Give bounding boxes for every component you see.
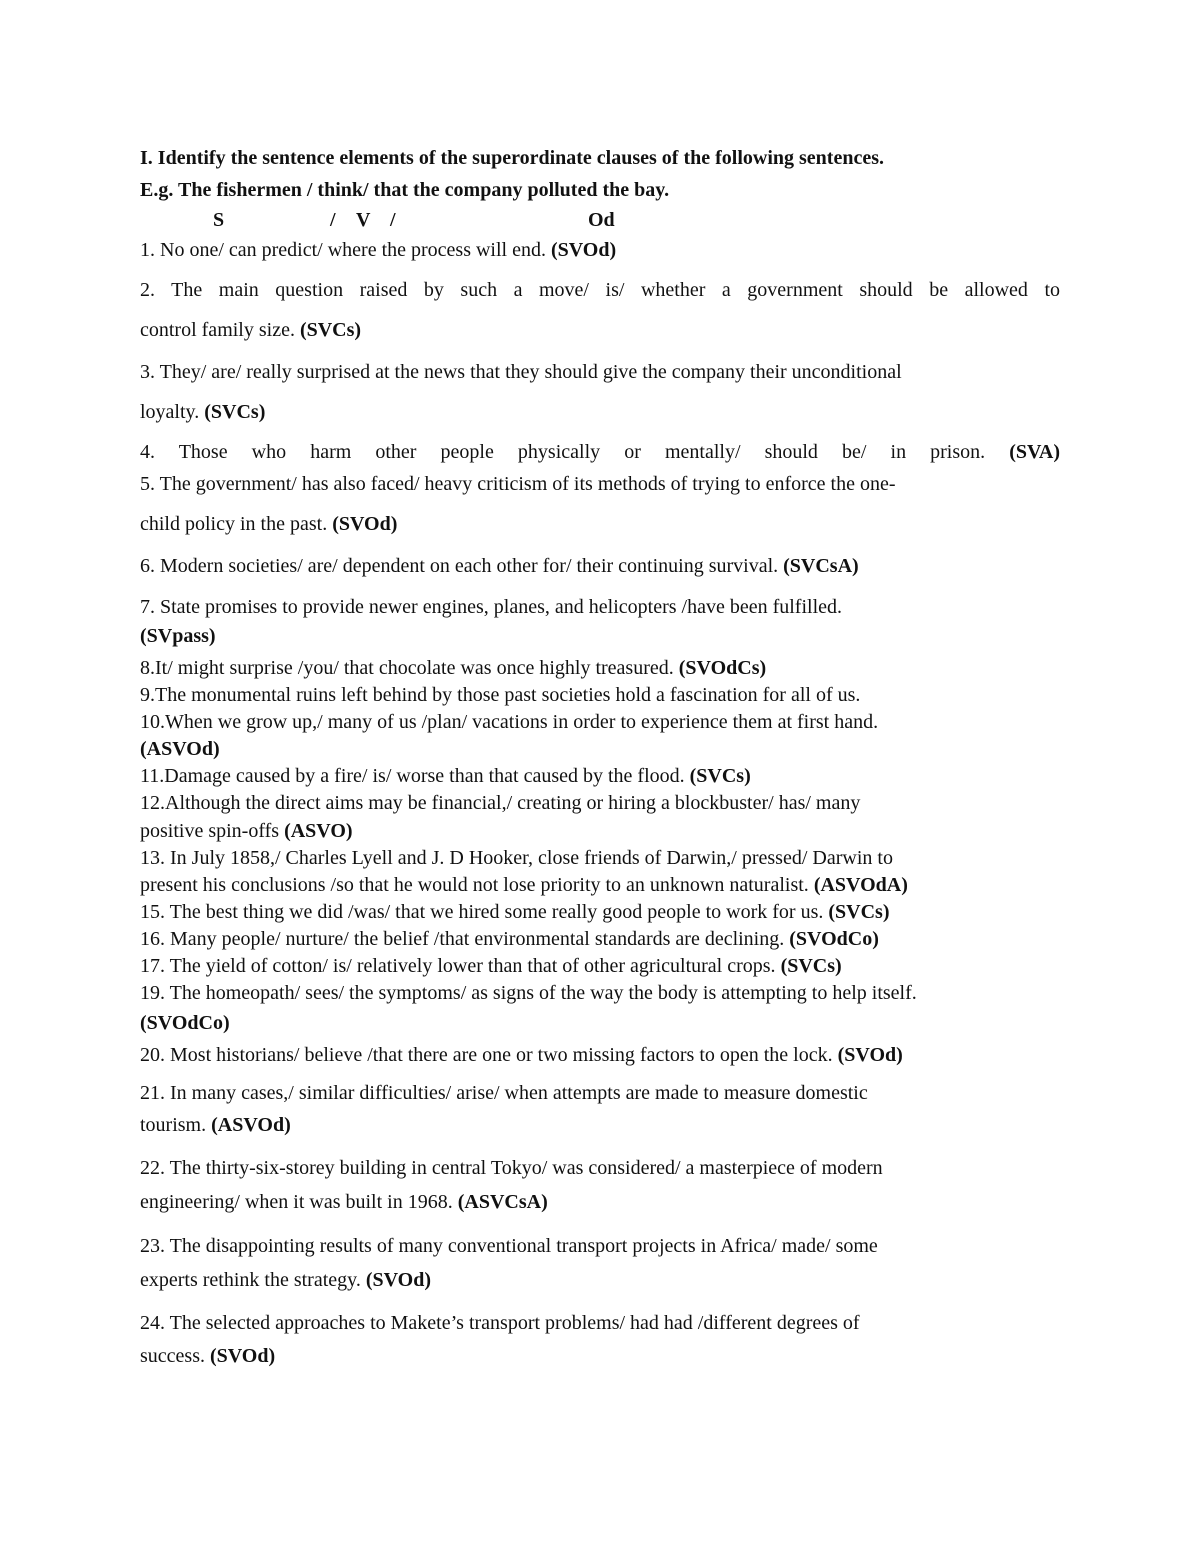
item-text: positive spin-offs: [140, 820, 285, 842]
item-text: 4. Those who harm other people physically or mentally/ should be/ in prison.: [140, 441, 1010, 463]
item-12-line-2: [140, 821, 353, 841]
item-text: 2. The main question raised by such a move/ is/ whether a government should be allowed to: [140, 279, 1060, 301]
item-text: 21. In many cases,/ similar difficulties/ arise/ when attempts are made to measure domestic: [140, 1082, 868, 1104]
example-label-slash-1: /: [330, 209, 336, 231]
item-24-line-2: [140, 1346, 275, 1366]
item-answer: (SVOd): [550, 239, 617, 261]
item-text: 5. The government/ has also faced/ heavy criticism of its methods of trying to enforce the one-: [140, 473, 896, 495]
item-3-line-2: [140, 402, 265, 422]
item-5-line-2: [140, 514, 397, 534]
item-16-line-1: [140, 929, 879, 949]
item-7-line-1: [140, 597, 842, 617]
item-text: present his conclusions /so that he would not lose priority to an unknown naturalist.: [140, 874, 814, 896]
item-answer: (SVpass): [140, 625, 216, 647]
item-19-line-2: [140, 1013, 230, 1033]
item-7-line-2: [140, 626, 216, 646]
item-19-line-1: [140, 983, 917, 1003]
item-answer: (SVOd): [837, 1044, 903, 1066]
item-13-line-2: [140, 875, 908, 895]
item-23-line-2: [140, 1270, 431, 1290]
item-8-line-1: [140, 658, 766, 678]
example-sentence: E.g. The fishermen / think/ that the company polluted the bay.: [140, 179, 670, 201]
item-9-line-1: [140, 685, 860, 705]
item-answer: (SVA): [1009, 441, 1060, 463]
item-text: 9.The monumental ruins left behind by those past societies hold a fascination for all of us.: [140, 684, 861, 706]
item-text: loyalty.: [140, 401, 205, 423]
item-text: 20. Most historians/ believe /that there are one or two missing factors to open the lock.: [140, 1044, 838, 1066]
example-label-direct-object: Od: [588, 209, 615, 231]
item-text: 22. The thirty-six-storey building in central Tokyo/ was considered/ a masterpiece of modern: [140, 1157, 883, 1179]
item-answer: (SVOd): [209, 1345, 276, 1367]
item-5-line-1: [140, 474, 896, 494]
item-text: 3. They/ are/ really surprised at the news that they should give the company their unconditional: [140, 361, 902, 383]
item-answer: (ASVOd): [140, 738, 220, 760]
item-text: 17. The yield of cotton/ is/ relatively lower than that of other agricultural crops.: [140, 955, 781, 977]
item-text: control family size.: [140, 319, 300, 341]
example-label-subject: S: [213, 209, 225, 231]
item-10-line-1: [140, 712, 878, 732]
item-12-line-1: [140, 793, 860, 813]
item-answer: (SVOdCs): [678, 657, 767, 679]
item-21-line-2: [140, 1115, 291, 1135]
item-text: 8.It/ might surprise /you/ that chocolate was once highly treasured.: [140, 657, 679, 679]
item-answer: (SVOdCo): [789, 928, 879, 950]
item-answer: (ASVOd): [211, 1114, 291, 1136]
item-17-line-1: [140, 956, 842, 976]
item-answer: (ASVO): [284, 820, 353, 842]
item-2-line-2: [140, 320, 361, 340]
item-6-line-1: [140, 556, 859, 576]
item-23-line-1: [140, 1236, 878, 1256]
item-20-line-1: [140, 1045, 903, 1065]
item-22-line-1: [140, 1158, 883, 1178]
instruction-heading: I. Identify the sentence elements of the superordinate clauses of the following sentences.: [140, 147, 884, 169]
example-label-verb: V: [356, 209, 371, 231]
item-answer: (ASVOdA): [813, 874, 908, 896]
item-answer: (SVCs): [828, 901, 890, 923]
item-10-line-2: [140, 739, 220, 759]
item-21-line-1: [140, 1083, 868, 1103]
item-answer: (SVCs): [780, 955, 842, 977]
item-text: 7. State promises to provide newer engines, planes, and helicopters /have been fulfilled.: [140, 596, 843, 618]
item-text: success.: [140, 1345, 210, 1367]
item-text: 19. The homeopath/ sees/ the symptoms/ as signs of the way the body is attempting to help itself.: [140, 982, 917, 1004]
item-text: 1. No one/ can predict/ where the process will end.: [140, 239, 551, 261]
item-text: engineering/ when it was built in 1968.: [140, 1191, 458, 1213]
item-text: 10.When we grow up,/ many of us /plan/ vacations in order to experience them at first hand.: [140, 711, 879, 733]
item-text: 24. The selected approaches to Makete’s transport problems/ had had /different degrees of: [140, 1312, 860, 1334]
item-24-line-1: [140, 1313, 860, 1333]
item-answer: (SVCs): [299, 319, 362, 341]
example-label-slash-2: /: [390, 209, 396, 231]
item-3-line-1: [140, 362, 902, 382]
item-11-line-1: [140, 766, 751, 786]
item-text: 15. The best thing we did /was/ that we hired some really good people to work for us.: [140, 901, 829, 923]
item-answer: (SVCs): [689, 765, 751, 787]
item-answer: (ASVCsA): [457, 1191, 548, 1213]
item-answer: (SVOd): [365, 1269, 432, 1291]
item-4-line-1: [140, 442, 1060, 462]
item-answer: (SVOdCo): [140, 1012, 230, 1034]
item-22-line-2: [140, 1192, 548, 1212]
item-text: child policy in the past.: [140, 513, 333, 535]
item-13-line-1: [140, 848, 893, 868]
item-text: 12.Although the direct aims may be financial,/ creating or hiring a blockbuster/ has/ many: [140, 792, 861, 814]
item-text: 6. Modern societies/ are/ dependent on each other for/ their continuing survival.: [140, 555, 784, 577]
item-text: 23. The disappointing results of many conventional transport projects in Africa/ made/ some: [140, 1235, 878, 1257]
item-text: tourism.: [140, 1114, 212, 1136]
item-1-line-1: [140, 240, 616, 260]
item-text: 16. Many people/ nurture/ the belief /that environmental standards are declining.: [140, 928, 790, 950]
item-text: 13. In July 1858,/ Charles Lyell and J. D Hooker, close friends of Darwin,/ pressed/ Darwin to: [140, 847, 893, 869]
item-answer: (SVCs): [204, 401, 266, 423]
item-answer: (SVCsA): [783, 555, 859, 577]
item-answer: (SVOd): [332, 513, 398, 535]
item-2-line-1: [140, 280, 1060, 300]
item-text: experts rethink the strategy.: [140, 1269, 366, 1291]
item-15-line-1: [140, 902, 890, 922]
item-text: 11.Damage caused by a fire/ is/ worse than that caused by the flood.: [140, 765, 690, 787]
